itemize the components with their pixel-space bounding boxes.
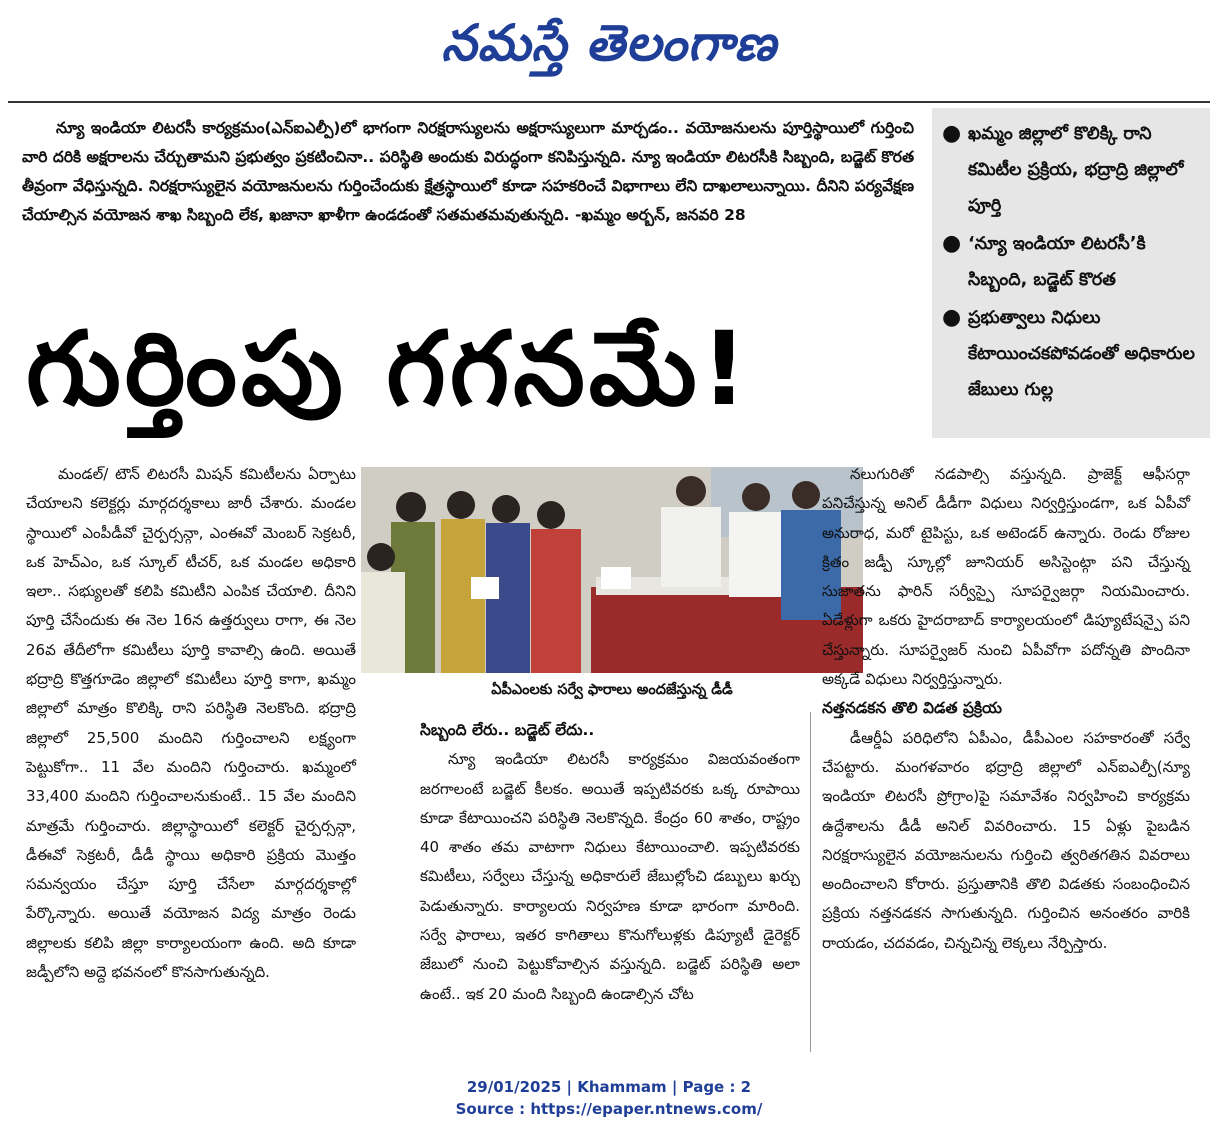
headline: గుర్తింపు గగనమే!	[26, 310, 752, 429]
page-footer	[0, 1076, 1218, 1120]
intro-paragraph: న్యూ ఇండియా లిటరసీ కార్యక్రమం(ఎన్ఐఎల్పీ)లో భాగంగా నిరక్షరాస్యులను అక్షరాస్యులుగా మార్చడం.. వయోజనులను పూర్తిస్థాయిలో గుర్తించి వారి దరికి అక్షరాలను చేర్చుతామని ప్రభుత్వం ప్రకటించినా.. పరిస్థితి అందుకు విరుద్ధంగా కనిపిస్తున్నది. న్యూ ఇండియా లిటరసీకి సిబ్బంది, బడ్జెట్ కొరత తీవ్రంగా వేధిస్తున్నది. నిరక్షరాస్యులైన వయోజనులను గుర్తించేందుకు క్షేత్రస్థాయిలో కూడా సహకరించే విభాగాలు లేని దాఖలాలున్నాయి. దీనిని పర్యవేక్షణ చేయాల్సిన వయోజన శాఖ సిబ్బంది లేక, ఖజానా ఖాళీగా ఉండడంతో సతమతమవుతున్నది. -ఖమ్మం అర్బన్, జనవరి 28	[22, 119, 914, 224]
article-column-3	[822, 460, 1190, 958]
article-column-1: మండల్/ టౌన్ లిటరసీ మిషన్ కమిటీలను ఏర్పాటు చేయాలని కలెక్టర్లు మార్గదర్శకాలు జారీ చేశారు. మండల స్థాయిలో ఎంపీడీవో చైర్పర్సన్గా, ఎంఈవో మెంబర్ సెక్రటరీ, ఒక హెచ్ఎం, ఒక స్కూల్ టీచర్, ఒక మండల అధికారి ఇలా.. సభ్యులతో కలిపి కమిటీని ఎంపిక చేయాలి. దీనిని పూర్తి చేసేందుకు ఈ నెల 16న ఉత్తర్వులు రాగా, ఈ నెల 26వ తేదీలోగా కమిటీలు పూర్తి కావాల్సి ఉంది. అయితే భద్రాద్రి కొత్తగూడెం జిల్లాలో కమిటీలు పూర్తి కాగా, ఖమ్మం జిల్లాలో మాత్రం కొలిక్కి రాని పరిస్థితి నెలకొంది. భద్రాద్రి జిల్లాలో 25,500 మందిని గుర్తించాలని లక్ష్యంగా పెట్టుకోగా.. 11 వేల మందిని గుర్తించారు. ఖమ్మంలో 33,400 మందిని గుర్తించాలనుకుంటే.. 15 వేల మందిని మాత్రమే గుర్తించారు. జిల్లాస్థాయిలో కలెక్టర్ చైర్పర్సన్గా, డీఈవో సెక్రటరీ, డీడీ స్థాయి అధికారి ప్రక్రియ మొత్తం సమన్వయం చేస్తూ పూర్తి చేసేలా మార్గదర్శకాల్లో పేర్కొన్నారు. అయితే వయోజన విద్య మాత్రం రెండు జిల్లాలకు కలిపి జిల్లా కార్యాలయంగా ఉంది. అది కూడా జడ్పీలోని అద్దె భవనంలో కొనసాగుతున్నది.	[26, 465, 356, 982]
highlight-item	[942, 226, 1200, 298]
highlight-text: ప్రభుత్వాలు నిధులు కేటాయించకపోవడంతో అధికారుల జేబులు గుల్ల	[968, 308, 1195, 400]
bullet-icon: ●	[942, 305, 962, 330]
masthead-logo: నమస్తే తెలంగాణ	[441, 13, 777, 72]
bullet-icon: ●	[942, 121, 962, 146]
article-column-2	[420, 716, 800, 1009]
highlight-item	[942, 300, 1200, 408]
highlights-box	[932, 108, 1210, 438]
bullet-icon: ●	[942, 231, 962, 256]
column-text: నలుగురితో నడపాల్సి వస్తున్నది. ప్రాజెక్ట్ ఆఫీసర్గా పనిచేస్తున్న అనిల్ డీడీగా విధులు నిర్వర్తిస్తుండగా, ఒక ఏపీవో అనురాధ, మరో టైపిస్టు, ఒక అటెండర్ ఉన్నారు. రెండు రోజుల క్రితం జడ్పీ స్కూల్లో జూనియర్ అసిస్టెంట్గా పని చేస్తున్న సుజాతను ఫారిన్ సర్వీస్పై సూపర్వైజర్గా నియమించారు. ఏడేళ్లుగా ఒకరు హైదరాబాద్ కార్యాలయంలో డిప్యూటేషన్పై పని చేస్తున్నారు. సూపర్వైజర్ నుంచి ఏపీవోగా పదోన్నతి పొందినా అక్కడే విధులు నిర్వర్తిస్తున్నారు.	[822, 465, 1190, 689]
edition-info: 29/01/2025 | Khammam | Page : 2	[466, 1078, 752, 1096]
photo-illustration	[361, 467, 863, 673]
highlight-item	[942, 116, 1200, 224]
column-text: డీఆర్డీఏ పరిధిలోని ఏపీఎం, డీపీఎంల సహకారంతో సర్వే చేపట్టారు. మంగళవారం భద్రాద్రి జిల్లాలో ఎన్ఐఎల్పీ(న్యూ ఇండియా లిటరసీ ప్రోగ్రాం)పై సమావేశం నిర్వహించి కార్యక్రమ ఉద్దేశాలను డీడీ అనిల్ వివరించారు. 15 ఏళ్లు పైబడిన నిరక్షరాస్యులైన వయోజనులను గుర్తించి త్వరితగతిన వివరాలు అందించాలని కోరారు. ప్రస్తుతానికి తొలి విడతకు సంబంధించిన ప్రక్రియ నత్తనడకన సాగుతున్నది. గుర్తించిన అనంతరం వారికి రాయడం, చదవడం, చిన్నచిన్న లెక్కలు నేర్పిస్తారు.	[822, 728, 1190, 952]
highlight-text: ఖమ్మం జిల్లాలో కొలిక్కి రాని కమిటీల ప్రక్రియ, భద్రాద్రి జిల్లాలో పూర్తి	[968, 124, 1184, 216]
section-heading: నత్తనడకన తొలి విడత ప్రక్రియ	[822, 699, 1002, 718]
column-divider	[810, 712, 811, 1052]
news-photo	[361, 467, 863, 673]
photo-caption: ఏపీఎంలకు సర్వే ఫారాలు అందజేస్తున్న డీడీ	[491, 682, 733, 698]
highlight-text: ‘న్యూ ఇండియా లిటరసీ’కి సిబ్బంది, బడ్జెట్ కొరత	[968, 234, 1146, 290]
section-heading: సిబ్బంది లేరు.. బడ్జెట్ లేదు..	[420, 721, 595, 739]
source-link[interactable]: Source : https://epaper.ntnews.com/	[455, 1100, 763, 1118]
column-text: న్యూ ఇండియా లిటరసీ కార్యక్రమం విజయవంతంగా జరగాలంటే బడ్జెట్ కీలకం. అయితే ఇప్పటివరకు ఒక్క రూపాయి కూడా కేటాయించని పరిస్థితి నెలకొన్నది. కేంద్రం 60 శాతం, రాష్ట్రం 40 శాతం తమ వాటాగా నిధులు కేటాయించాలి. ఇప్పటివరకు కమిటీలు, సర్వేలు చేస్తున్న అధికారులే జేబుల్లోంచి డబ్బులు ఖర్చు పెడుతున్నారు. కార్యాలయ నిర్వహణ కూడా భారంగా మారింది. సర్వే ఫారాలు, ఇతర కాగితాలు కొనుగోలుళ్లకు డిప్యూటీ డైరెక్టర్ జేబులో నుంచి పెట్టుకోవాల్సిన వస్తున్నది. బడ్జెట్ పరిస్థితి అలా ఉంటే.. ఇక 20 మంది సిబ్బంది ఉండాల్సిన చోట	[420, 750, 800, 1003]
masthead-divider	[8, 101, 1210, 103]
